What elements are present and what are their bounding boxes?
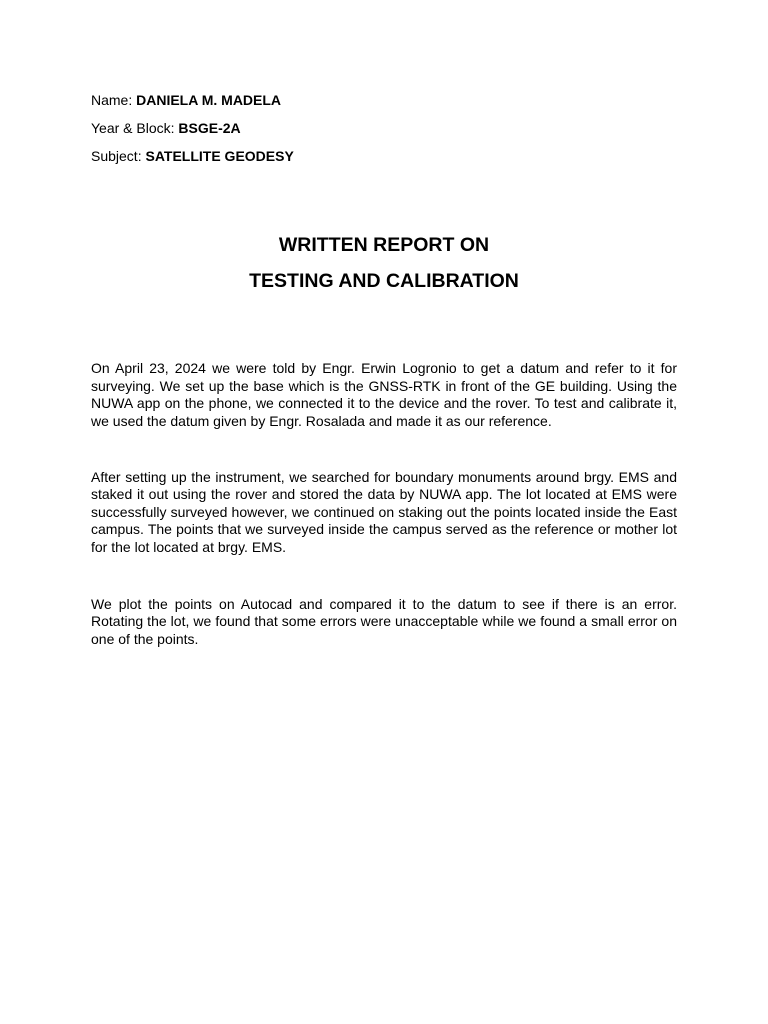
title-line-2: TESTING AND CALIBRATION bbox=[249, 270, 519, 292]
year-block-label: Year & Block: bbox=[91, 120, 179, 136]
paragraph-1: On April 23, 2024 we were told by Engr. Erwin Logronio to get a datum and refer to it for surveying. We set up the base which is the GNSS-RTK in front of the GE building. Using the NUWA app on the phone, we connected it to the device and the rover. To test and calibrate it, we used the datum given by Engr. Rosalada and made it as our reference. bbox=[91, 360, 677, 429]
report-title bbox=[0, 233, 768, 305]
student-info bbox=[91, 91, 691, 175]
year-block-value: BSGE-2A bbox=[178, 120, 241, 136]
subject-line bbox=[91, 147, 691, 165]
name-value: DANIELA M. MADELA bbox=[136, 92, 282, 108]
paragraph-2: After setting up the instrument, we searched for boundary monuments around brgy. EMS and staked it out using the rover and stored the data by NUWA app. The lot located at EMS were successfully surveyed however, we continued on staking out the points located inside the East campus. The points that we surveyed inside the campus served as the reference or mother lot for the lot located at brgy. EMS. bbox=[91, 468, 677, 555]
subject-value: SATELLITE GEODESY bbox=[145, 148, 294, 164]
title-line-1: WRITTEN REPORT ON bbox=[278, 234, 490, 256]
paragraph-3: We plot the points on Autocad and compared it to the datum to see if there is an error. Rotating the lot, we found that some errors were unacceptable while we found a small error on one of the points. bbox=[91, 595, 677, 647]
name-line bbox=[91, 91, 691, 109]
name-label: Name: bbox=[91, 92, 137, 108]
subject-label: Subject: bbox=[91, 148, 146, 164]
year-block-line bbox=[91, 119, 691, 137]
